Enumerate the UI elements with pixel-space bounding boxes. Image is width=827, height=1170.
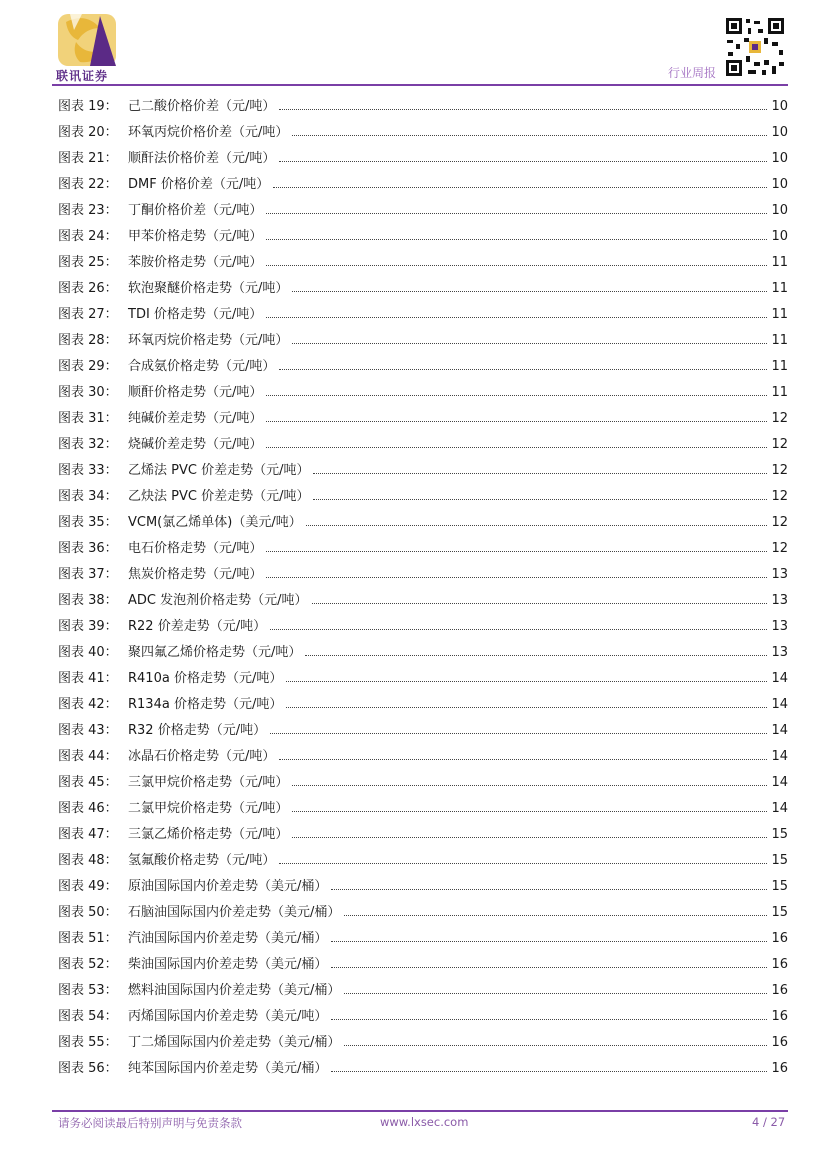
toc-dot-leader: [279, 150, 767, 162]
toc-entry-page: 13: [771, 619, 788, 634]
toc-entry-title: 冰晶石价格走势（元/吨）: [128, 749, 276, 764]
toc-entry-title: DMF 价格价差（元/吨）: [128, 177, 270, 192]
toc-entry-label: 图表 24：: [58, 229, 118, 244]
toc-entry-label: 图表 50：: [58, 905, 118, 920]
toc-entry-title: 三氯甲烷价格走势（元/吨）: [128, 775, 289, 790]
toc-entry-label: 图表 33：: [58, 463, 118, 478]
toc-entry-label: 图表 32：: [58, 437, 118, 452]
toc-entry-label: 图表 30：: [58, 385, 118, 400]
toc-entry[interactable]: [58, 722, 788, 748]
toc-entry-label: 图表 40：: [58, 645, 118, 660]
toc-entry-label: 图表 38：: [58, 593, 118, 608]
toc-dot-leader: [306, 514, 768, 526]
toc-entry-title: R410a 价格走势（元/吨）: [128, 671, 283, 686]
qr-code-icon: [724, 16, 786, 78]
toc-dot-leader: [344, 1034, 767, 1046]
toc-entry-page: 15: [771, 905, 788, 920]
toc-entry[interactable]: [58, 696, 788, 722]
toc-dot-leader: [266, 306, 767, 318]
toc-entry-title: 顺酐价格走势（元/吨）: [128, 385, 263, 400]
toc-entry-title: 焦炭价格走势（元/吨）: [128, 567, 263, 582]
toc-dot-leader: [312, 592, 768, 604]
toc-dot-leader: [344, 904, 767, 916]
toc-entry-page: 14: [771, 697, 788, 712]
toc-entry[interactable]: [58, 436, 788, 462]
toc-entry[interactable]: [58, 254, 788, 280]
toc-entry-label: 图表 20：: [58, 125, 118, 140]
toc-entry-page: 12: [771, 541, 788, 556]
toc-entry-page: 11: [771, 385, 788, 400]
disclaimer-note: 请务必阅读最后特别声明与免责条款: [58, 1116, 242, 1130]
toc-entry-title: 环氧丙烷价格走势（元/吨）: [128, 333, 289, 348]
toc-entry-title: ADC 发泡剂价格走势（元/吨）: [128, 593, 308, 608]
toc-entry-label: 图表 45：: [58, 775, 118, 790]
toc-entry-label: 图表 54：: [58, 1009, 118, 1024]
toc-entry-page: 16: [771, 957, 788, 972]
toc-entry-label: 图表 49：: [58, 879, 118, 894]
toc-dot-leader: [292, 826, 767, 838]
toc-entry-label: 图表 53：: [58, 983, 118, 998]
toc-dot-leader: [266, 410, 767, 422]
toc-dot-leader: [292, 124, 767, 136]
toc-entry-page: 13: [771, 645, 788, 660]
toc-entry[interactable]: [58, 878, 788, 904]
toc-entry[interactable]: [58, 1060, 788, 1086]
header-divider: [52, 84, 788, 86]
toc-entry-label: 图表 36：: [58, 541, 118, 556]
toc-dot-leader: [270, 618, 767, 630]
toc-entry[interactable]: [58, 930, 788, 956]
toc-entry[interactable]: [58, 410, 788, 436]
report-type: 行业周报: [668, 66, 717, 80]
toc-entry[interactable]: [58, 982, 788, 1008]
toc-dot-leader: [292, 774, 767, 786]
toc-entry-page: 10: [771, 203, 788, 218]
toc-entry[interactable]: [58, 540, 788, 566]
toc-entry-label: 图表 19：: [58, 99, 118, 114]
toc-entry-label: 图表 43：: [58, 723, 118, 738]
toc-dot-leader: [266, 254, 767, 266]
toc-entry[interactable]: [58, 618, 788, 644]
footer-divider: [52, 1110, 788, 1112]
toc-entry-page: 15: [771, 827, 788, 842]
toc-entry-label: 图表 23：: [58, 203, 118, 218]
toc-entry-title: 汽油国际国内价差走势（美元/桶）: [128, 931, 328, 946]
toc-entry-title: 聚四氟乙烯价格走势（元/吨）: [128, 645, 302, 660]
toc-entry-title: R134a 价格走势（元/吨）: [128, 697, 283, 712]
toc-dot-leader: [292, 332, 767, 344]
toc-dot-leader: [266, 566, 767, 578]
toc-entry[interactable]: [58, 670, 788, 696]
toc-entry[interactable]: [58, 358, 788, 384]
toc-entry-page: 12: [771, 411, 788, 426]
toc-entry[interactable]: [58, 228, 788, 254]
toc-entry-page: 10: [771, 125, 788, 140]
toc-entry-label: 图表 35：: [58, 515, 118, 530]
toc-entry-title: 石脑油国际国内价差走势（美元/桶）: [128, 905, 341, 920]
toc-entry-page: 15: [771, 853, 788, 868]
toc-entry[interactable]: [58, 644, 788, 670]
toc-entry[interactable]: [58, 280, 788, 306]
toc-entry[interactable]: [58, 1008, 788, 1034]
toc-entry[interactable]: [58, 514, 788, 540]
toc-dot-leader: [331, 878, 767, 890]
toc-entry-label: 图表 28：: [58, 333, 118, 348]
toc-entry-title: 苯胺价格走势（元/吨）: [128, 255, 263, 270]
toc-entry-page: 13: [771, 567, 788, 582]
toc-entry-page: 16: [771, 1009, 788, 1024]
toc-dot-leader: [279, 852, 767, 864]
toc-dot-leader: [286, 670, 767, 682]
toc-entry[interactable]: [58, 748, 788, 774]
toc-entry-label: 图表 46：: [58, 801, 118, 816]
toc-entry-title: 纯苯国际国内价差走势（美元/桶）: [128, 1061, 328, 1076]
toc-entry[interactable]: [58, 202, 788, 228]
toc-dot-leader: [313, 462, 767, 474]
toc-entry[interactable]: [58, 124, 788, 150]
toc-dot-leader: [292, 280, 767, 292]
toc-entry-title: 电石价格走势（元/吨）: [128, 541, 263, 556]
toc-dot-leader: [279, 98, 767, 110]
toc-entry-page: 15: [771, 879, 788, 894]
toc-entry-label: 图表 22：: [58, 177, 118, 192]
toc-entry-label: 图表 25：: [58, 255, 118, 270]
toc-entry-page: 12: [771, 515, 788, 530]
toc-entry-page: 16: [771, 1035, 788, 1050]
page-number: 4 / 27: [752, 1115, 786, 1129]
toc-entry-page: 16: [771, 983, 788, 998]
toc-entry-title: 纯碱价差走势（元/吨）: [128, 411, 263, 426]
toc-dot-leader: [266, 384, 767, 396]
toc-dot-leader: [279, 748, 767, 760]
toc-entry-label: 图表 56：: [58, 1061, 118, 1076]
toc-entry-page: 10: [771, 177, 788, 192]
toc-entry[interactable]: [58, 826, 788, 852]
toc-entry-title: 氢氟酸价格走势（元/吨）: [128, 853, 276, 868]
toc-entry-page: 16: [771, 1061, 788, 1076]
toc-entry[interactable]: [58, 774, 788, 800]
toc-entry[interactable]: [58, 306, 788, 332]
toc-entry-title: 烧碱价差走势（元/吨）: [128, 437, 263, 452]
toc-entry-page: 12: [771, 489, 788, 504]
toc-entry-page: 10: [771, 229, 788, 244]
brand-name: 联讯证券: [56, 69, 109, 83]
toc-entry-title: TDI 价格走势（元/吨）: [128, 307, 263, 322]
toc-entry[interactable]: [58, 592, 788, 618]
toc-entry-label: 图表 27：: [58, 307, 118, 322]
toc-entry-title: 原油国际国内价差走势（美元/桶）: [128, 879, 328, 894]
toc-dot-leader: [266, 540, 767, 552]
toc-entry-page: 11: [771, 359, 788, 374]
toc-entry-label: 图表 29：: [58, 359, 118, 374]
toc-dot-leader: [344, 982, 767, 994]
toc-dot-leader: [331, 1008, 767, 1020]
toc-entry-title: R32 价格走势（元/吨）: [128, 723, 267, 738]
toc-entry-title: 软泡聚醚价格走势（元/吨）: [128, 281, 289, 296]
toc-dot-leader: [292, 800, 767, 812]
toc-entry-page: 11: [771, 333, 788, 348]
toc-entry-title: 乙炔法 PVC 价差走势（元/吨）: [128, 489, 310, 504]
toc-entry-page: 11: [771, 255, 788, 270]
toc-dot-leader: [331, 930, 767, 942]
toc-entry-title: 三氯乙烯价格走势（元/吨）: [128, 827, 289, 842]
toc-entry-label: 图表 26：: [58, 281, 118, 296]
toc-entry-page: 13: [771, 593, 788, 608]
toc-entry-title: 合成氨价格走势（元/吨）: [128, 359, 276, 374]
figure-list: [58, 98, 788, 1086]
toc-entry-page: 14: [771, 775, 788, 790]
toc-entry-title: R22 价差走势（元/吨）: [128, 619, 267, 634]
toc-entry-label: 图表 47：: [58, 827, 118, 842]
toc-entry-page: 14: [771, 671, 788, 686]
toc-entry-title: 柴油国际国内价差走势（美元/桶）: [128, 957, 328, 972]
toc-dot-leader: [270, 722, 767, 734]
toc-entry-label: 图表 39：: [58, 619, 118, 634]
toc-entry-page: 11: [771, 281, 788, 296]
toc-entry-label: 图表 41：: [58, 671, 118, 686]
toc-entry-page: 12: [771, 437, 788, 452]
toc-entry-title: VCM(氯乙烯单体)（美元/吨）: [128, 515, 302, 530]
toc-entry[interactable]: [58, 904, 788, 930]
toc-entry[interactable]: [58, 488, 788, 514]
toc-entry-label: 图表 48：: [58, 853, 118, 868]
toc-entry-label: 图表 37：: [58, 567, 118, 582]
toc-entry-page: 14: [771, 801, 788, 816]
toc-entry-page: 10: [771, 99, 788, 114]
toc-dot-leader: [331, 1060, 767, 1072]
toc-entry-title: 丁二烯国际国内价差走势（美元/桶）: [128, 1035, 341, 1050]
toc-dot-leader: [279, 358, 767, 370]
toc-entry-label: 图表 34：: [58, 489, 118, 504]
toc-entry[interactable]: [58, 852, 788, 878]
toc-dot-leader: [273, 176, 767, 188]
toc-entry[interactable]: [58, 332, 788, 358]
website-link[interactable]: www.lxsec.com: [380, 1115, 469, 1129]
toc-entry-title: 乙烯法 PVC 价差走势（元/吨）: [128, 463, 310, 478]
toc-entry[interactable]: [58, 384, 788, 410]
toc-entry[interactable]: [58, 98, 788, 124]
toc-entry-label: 图表 44：: [58, 749, 118, 764]
toc-entry[interactable]: [58, 176, 788, 202]
toc-dot-leader: [313, 488, 767, 500]
toc-entry[interactable]: [58, 956, 788, 982]
toc-entry[interactable]: [58, 566, 788, 592]
toc-entry[interactable]: [58, 800, 788, 826]
toc-entry-page: 10: [771, 151, 788, 166]
toc-entry[interactable]: [58, 462, 788, 488]
toc-dot-leader: [331, 956, 767, 968]
toc-entry-page: 14: [771, 749, 788, 764]
toc-entry-title: 丁酮价格价差（元/吨）: [128, 203, 263, 218]
toc-entry-title: 丙烯国际国内价差走势（美元/吨）: [128, 1009, 328, 1024]
toc-entry-page: 11: [771, 307, 788, 322]
toc-dot-leader: [286, 696, 767, 708]
toc-entry-title: 己二酸价格价差（元/吨）: [128, 99, 276, 114]
toc-entry-page: 16: [771, 931, 788, 946]
toc-entry-label: 图表 21：: [58, 151, 118, 166]
toc-dot-leader: [266, 202, 767, 214]
toc-entry-label: 图表 42：: [58, 697, 118, 712]
toc-entry-title: 甲苯价格走势（元/吨）: [128, 229, 263, 244]
page-header: [0, 0, 827, 95]
toc-entry-page: 12: [771, 463, 788, 478]
toc-entry[interactable]: [58, 150, 788, 176]
toc-entry-title: 顺酐法价格价差（元/吨）: [128, 151, 276, 166]
toc-dot-leader: [266, 228, 767, 240]
toc-entry-page: 14: [771, 723, 788, 738]
toc-entry-label: 图表 52：: [58, 957, 118, 972]
toc-entry-title: 二氯甲烷价格走势（元/吨）: [128, 801, 289, 816]
toc-entry-label: 图表 51：: [58, 931, 118, 946]
toc-entry-title: 燃料油国际国内价差走势（美元/桶）: [128, 983, 341, 998]
toc-entry[interactable]: [58, 1034, 788, 1060]
toc-entry-label: 图表 31：: [58, 411, 118, 426]
toc-dot-leader: [305, 644, 767, 656]
toc-dot-leader: [266, 436, 767, 448]
toc-entry-label: 图表 55：: [58, 1035, 118, 1050]
toc-entry-title: 环氧丙烷价格价差（元/吨）: [128, 125, 289, 140]
